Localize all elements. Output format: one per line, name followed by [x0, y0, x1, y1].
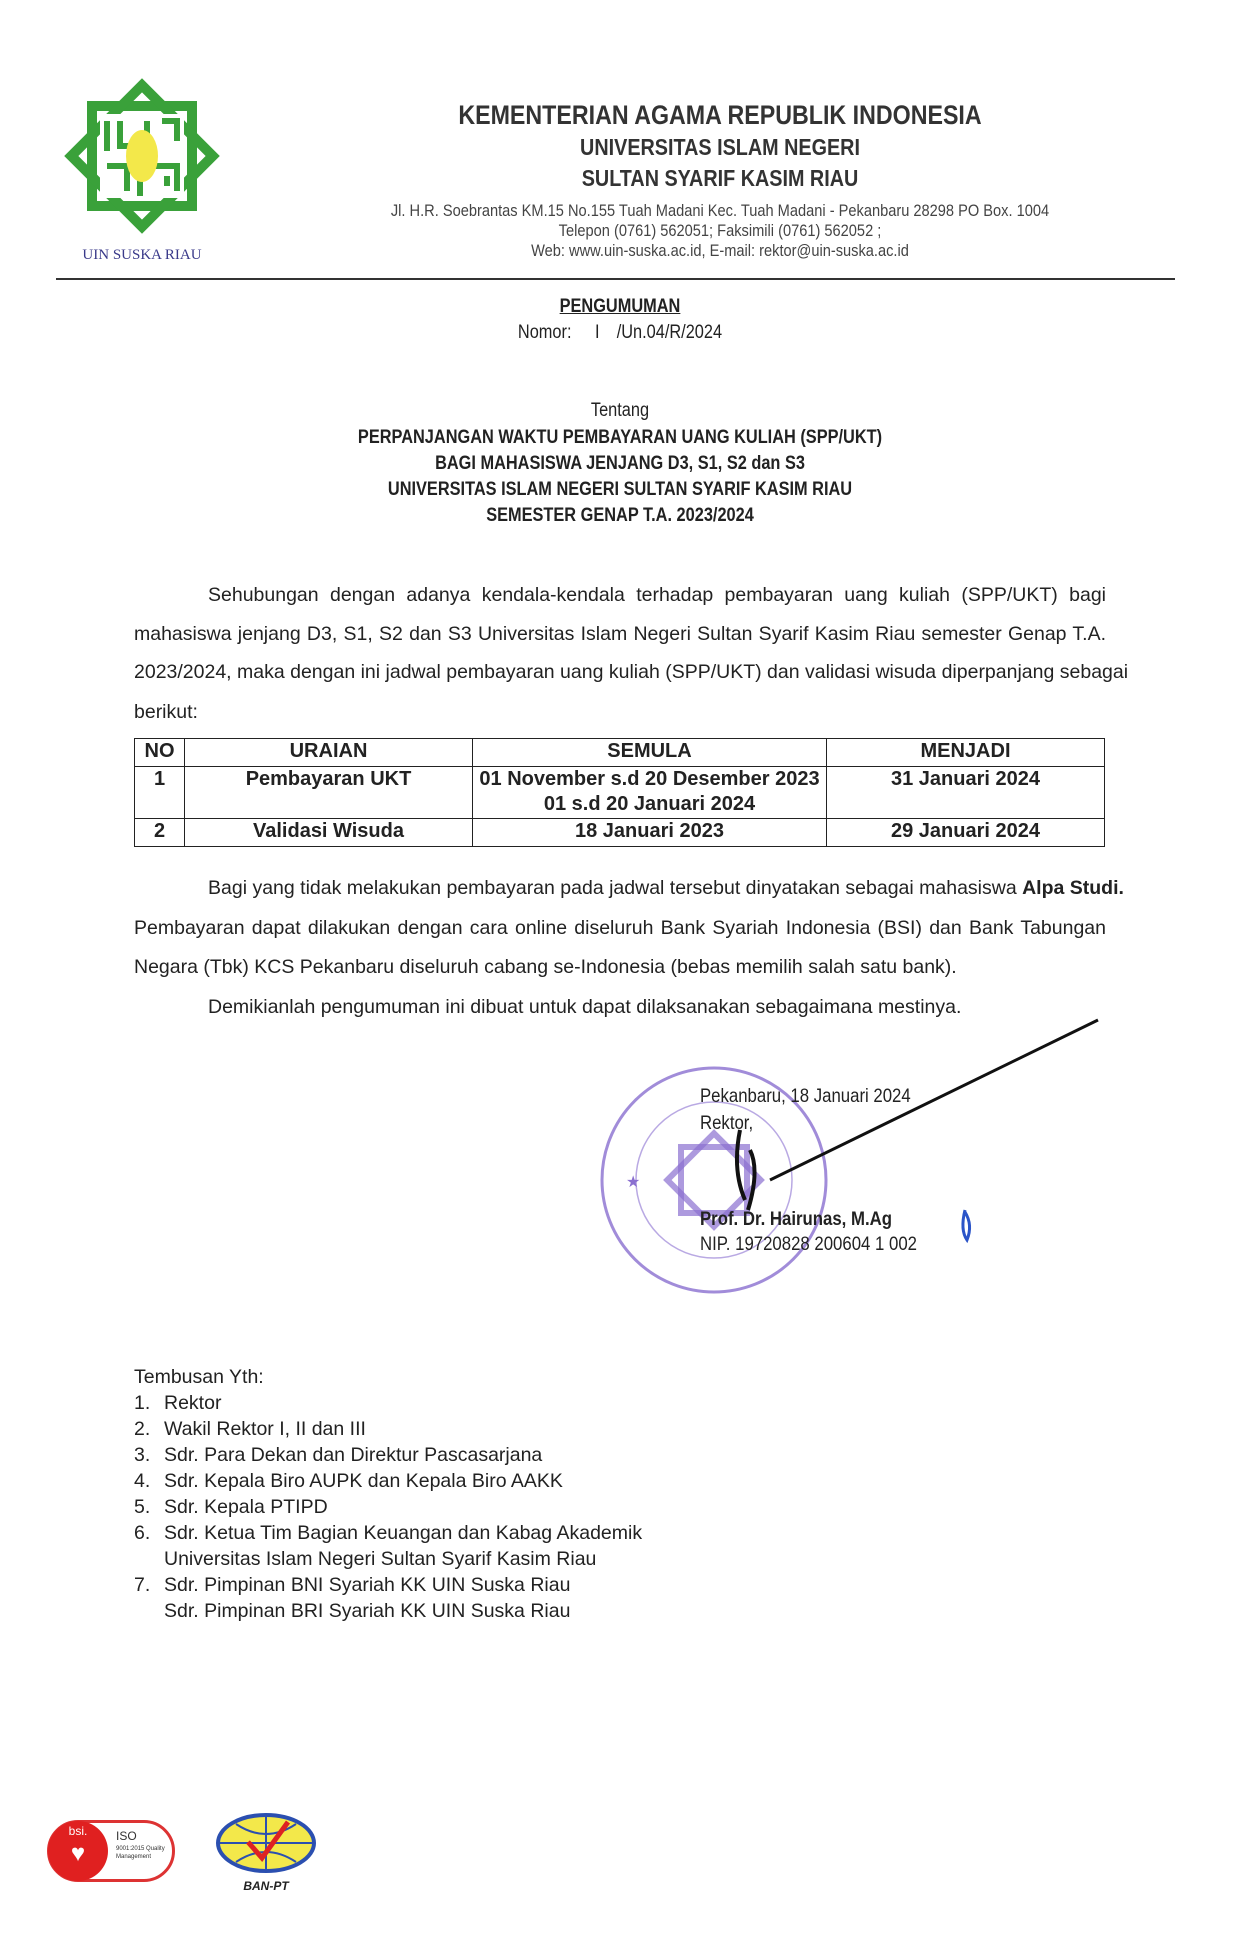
cc-item [134, 1520, 642, 1546]
cc-item [134, 1572, 642, 1598]
banpt-logo [216, 1812, 316, 1892]
bsi-label: bsi. [68, 1824, 88, 1838]
phone: Telepon (0761) 562051; Faksimili (0761) 562052 ; [558, 221, 882, 240]
cc-item-number: 4. [134, 1470, 151, 1492]
cc-item-text: Sdr. Kepala PTIPD [164, 1496, 328, 1518]
paragraph-line: mahasiswa jenjang D3, S1, S2 dan S3 Universitas Islam Negeri Sultan Syarif Kasim Riau semester Genap T.A. [134, 623, 1106, 645]
cell-semula [473, 767, 827, 819]
subject-line: UNIVERSITAS ISLAM NEGERI SULTAN SYARIF KASIM RIAU [387, 479, 853, 500]
subject-line: PERPANJANGAN WAKTU PEMBAYARAN UANG KULIAH (SPP/UKT) [357, 427, 883, 448]
cc-item-number: 5. [134, 1496, 151, 1518]
schedule-table [134, 738, 1105, 847]
doc-type-wrap [87, 296, 1153, 318]
cell-uraian: Validasi Wisuda [185, 819, 473, 847]
subject-line: BAGI MAHASISWA JENJANG D3, S1, S2 dan S3 [435, 453, 805, 474]
svg-text:★: ★ [626, 1174, 641, 1191]
paragraph-line [208, 877, 1124, 900]
para2-bold: Alpa Studi. [1022, 877, 1124, 899]
cc-item-number: 1. [134, 1392, 151, 1414]
iso-detail: 9001:2015 Quality Management [116, 1846, 165, 1860]
cell-semula: 18 Januari 2023 [473, 819, 827, 847]
paragraph-line: Negara (Tbk) KCS Pekanbaru diseluruh cabang se-Indonesia (bebas memilih salah satu bank). [134, 956, 957, 978]
para2-text: Bagi yang tidak melakukan pembayaran pada jadwal tersebut dinyatakan sebagai mahasiswa [208, 877, 1017, 899]
cc-item [134, 1546, 642, 1572]
semula-line: 01 s.d 20 Januari 2024 [543, 793, 756, 815]
university-name-line2: SULTAN SYARIF KASIM RIAU [581, 165, 859, 191]
signer-position: Rektor, [700, 1112, 754, 1134]
cc-item-text: Sdr. Kepala Biro AUPK dan Kepala Biro AAKK [164, 1470, 563, 1492]
cc-item-text: Sdr. Para Dekan dan Direktur Pascasarjana [164, 1444, 543, 1466]
cc-item-number: 2. [134, 1418, 151, 1440]
ministry-name: KEMENTERIAN AGAMA REPUBLIK INDONESIA [458, 100, 982, 130]
signer-name: Prof. Dr. Hairunas, M.Ag [700, 1208, 892, 1230]
closing-line: Demikianlah pengumuman ini dibuat untuk dapat dilaksanakan sebagaimana mestinya. [208, 996, 962, 1018]
place-date: Pekanbaru, 18 Januari 2024 [700, 1085, 911, 1107]
cc-item [134, 1494, 642, 1520]
paragraph-line: Pembayaran dapat dilakukan dengan cara online diseluruh Bank Syariah Indonesia (BSI) dan Bank Tabungan [134, 917, 1106, 939]
col-semula: SEMULA [473, 739, 827, 767]
semula-line: 01 November s.d 20 Desember 2023 [479, 768, 820, 790]
cc-item-text: Sdr. Pimpinan BNI Syariah KK UIN Suska Riau [164, 1574, 571, 1596]
cc-item-text: Sdr. Pimpinan BRI Syariah KK UIN Suska Riau [164, 1600, 571, 1622]
logo-caption: UIN SUSKA RIAU [82, 247, 202, 263]
university-name-line1: UNIVERSITAS ISLAM NEGERI [580, 134, 860, 160]
subject-line: SEMESTER GENAP T.A. 2023/2024 [486, 505, 754, 526]
cc-item [134, 1598, 642, 1624]
col-uraian: URAIAN [185, 739, 473, 767]
address: Jl. H.R. Soebrantas KM.15 No.155 Tuah Madani Kec. Tuah Madani - Pekanbaru 28298 PO Box. 1004 [390, 201, 1050, 220]
number-suffix: /Un.04/R/2024 [616, 322, 723, 343]
doc-number [87, 322, 1153, 344]
cc-title: Tembusan Yth: [134, 1366, 264, 1388]
cc-item-text: Sdr. Ketua Tim Bagian Keuangan dan Kabag Akademik [164, 1522, 643, 1544]
bsi-iso-logo [47, 1820, 175, 1882]
cc-item [134, 1416, 642, 1442]
bsi-heart-icon: bsi. ♥ [48, 1821, 108, 1881]
paragraph-line: berikut: [134, 701, 198, 723]
web-email: Web: www.uin-suska.ac.id, E-mail: rektor@uin-suska.ac.id [531, 241, 909, 260]
cc-item [134, 1468, 642, 1494]
cc-item-text: Rektor [164, 1392, 222, 1414]
banpt-label: BAN-PT [243, 1879, 289, 1893]
cell-menjadi: 29 Januari 2024 [827, 819, 1105, 847]
cell-uraian: Pembayaran UKT [185, 767, 473, 819]
cell-menjadi: 31 Januari 2024 [827, 767, 1105, 819]
cc-item [134, 1390, 642, 1416]
table-row [135, 819, 1105, 847]
table-header-row [135, 739, 1105, 767]
cc-item-number: 6. [134, 1522, 151, 1544]
cc-item-number: 7. [134, 1574, 151, 1596]
cc-item-text: Wakil Rektor I, II dan III [164, 1418, 366, 1440]
paragraph-line: Sehubungan dengan adanya kendala-kendala terhadap pembayaran uang kuliah (SPP/UKT) bagi [208, 584, 1106, 606]
paragraph-line: 2023/2024, maka dengan ini jadwal pembayaran uang kuliah (SPP/UKT) dan validasi wisuda diperpanjang sebagai [134, 661, 1129, 683]
university-logo [52, 66, 232, 246]
cc-list [134, 1364, 642, 1624]
col-no: NO [135, 739, 185, 767]
cc-item-text: Universitas Islam Negeri Sultan Syarif Kasim Riau [164, 1548, 597, 1570]
cell-no: 1 [135, 767, 185, 819]
about-label: Tentang [590, 400, 650, 421]
table-row [135, 767, 1105, 819]
doc-type: PENGUMUMAN [559, 296, 681, 317]
cc-item [134, 1442, 642, 1468]
number-label: Nomor: [517, 322, 572, 343]
col-menjadi: MENJADI [827, 739, 1105, 767]
cell-no: 2 [135, 819, 185, 847]
signer-nip: NIP. 19720828 200604 1 002 [700, 1233, 917, 1255]
iso-label: ISO [116, 1829, 137, 1843]
header-divider [56, 278, 1175, 280]
number-value: I [594, 322, 600, 343]
cc-item-number: 3. [134, 1444, 151, 1466]
